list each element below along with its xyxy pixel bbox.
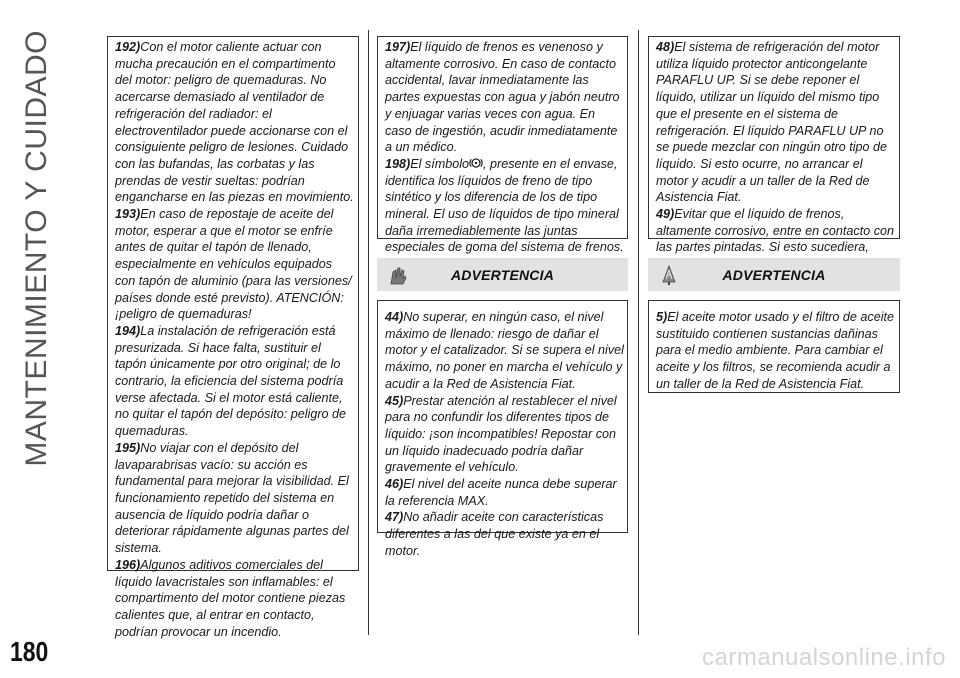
note-193: 193)En caso de repostaje de aceite del motor, esperar a que el motor se enfríe antes de quitar el tapón de llenado, especialmente en vehículos equipados con tapón de aluminio (para las versiones/ países donde esté previsto). ATENCIÓN: ¡peligro de quemaduras! [115, 207, 352, 322]
warning-5: 5)El aceite motor usado y el filtro de aceite sustituido contienen sustancias dañinas para el medio ambiente. Para cambiar el aceite y los filtros, se recomienda acudir a un taller de la Red de Asistencia Fiat. [656, 310, 895, 391]
note-196: 196)Algunos aditivos comerciales del líquido lavacristales son inflamables: el compartimento del motor contiene piezas calientes que, al entrar en contacto, podrían provocar un incendio. [115, 557, 346, 639]
note-198: 198)El símbolo , presente en el envase, identifica los líquidos de freno de tipo sintético y los diferencia de los de tipo mineral. El uso de líquidos de tipo mineral daña irremediablemente las juntas especiales de goma del sistema de frenos. [385, 156, 624, 255]
notes-box-col3 [648, 36, 900, 255]
note-195: 195)No viajar con el depósito del lavaparabrisas vacío: su acción es fundamental para mejorar la visibilidad. El funcionamiento repetido del sistema en ausencia de líquido podría dañar o deteriorar rápidamente algunas partes del sistema. [115, 440, 349, 556]
note-48: 48)El sistema de refrigeración del motor utiliza líquido protector anticongelante PARAFLU UP. Si se debe reponer el líquido, utilizar un líquido del mismo tipo que el presente en el sistema de refrigeración. El líquido PARAFLU UP no se puede mezclar con ningún otro tipo de líquido. Si esto ocurre, no arrancar el motor y acudir a un taller de la Red de Asistencia Fiat. [656, 40, 888, 205]
warning-46: 46)El nivel del aceite nunca debe superar la referencia MAX. [385, 477, 617, 508]
note-197: 197)El líquido de frenos es venenoso y altamente corrosivo. En caso de contacto accidental, lavar inmediatamente las partes expuestas con agua y jabón neutro y enjuagar varias veces con agua. En caso de ingestión, acudir inmediatamente a un médico. [385, 40, 620, 155]
notes-box-col2 [377, 36, 628, 255]
notes-box-col1 [107, 36, 359, 639]
warning-box-col3 [648, 300, 900, 393]
warning-44: 44)No superar, en ningún caso, el nivel máximo de llenado: riesgo de dañar el motor y el catalizador. Si se supera el nivel máximo, no poner en marcha el vehículo y acudir a la Red de Asistencia Fiat. [385, 310, 624, 391]
warning-hand-icon [387, 264, 409, 286]
note-49: 49)Evitar que el líquido de frenos, altamente corrosivo, entre en contacto con las partes pintadas. Si esto sucediera, [656, 207, 895, 255]
note-194: 194)La instalación de refrigeración está presurizada. Si hace falta, sustituir el tapón únicamente por otro original; de lo contrario, la eficiencia del sistema podría verse afectada. Si el motor está caliente, no quitar el tapón del depósito: peligro de quemaduras. [115, 323, 347, 439]
warning-45: 45)Prestar atención al restablecer el nivel para no confundir los diferentes tipos de líquido: ¡son incompatibles! Repostar con un líquido inadecuado podría dañar gravemente el vehículo. [385, 393, 617, 475]
warning-title: ADVERTENCIA [722, 266, 826, 283]
watermark: carmanualsonline.info [702, 644, 946, 671]
warning-header-col2 [377, 258, 628, 291]
column-divider-1 [368, 30, 369, 635]
environment-leaf-icon [658, 264, 680, 286]
warning-box-col2 [377, 300, 628, 558]
column-divider-2 [638, 30, 639, 635]
warning-title: ADVERTENCIA [450, 266, 555, 283]
brake-fluid-symbol-icon [469, 156, 483, 170]
section-title: MANTENIMIENTO Y CUIDADO [20, 30, 53, 467]
page-number: 180 [10, 636, 49, 667]
warning-header-col3 [648, 258, 900, 291]
warning-47: 47)No añadir aceite con características diferentes a las del que existe ya en el motor. [385, 510, 604, 558]
note-192: 192)Con el motor caliente actuar con mucha precaución en el compartimento del motor: peligro de quemaduras. No acercarse demasiado al ventilador de refrigeración del radiador: el electroventilador puede accionarse con el consiguiente peligro de lesiones. Cuidado con las bufandas, las corbatas y las prendas de vestir sueltas: podrían engancharse en las piezas en movimiento. [115, 40, 354, 205]
